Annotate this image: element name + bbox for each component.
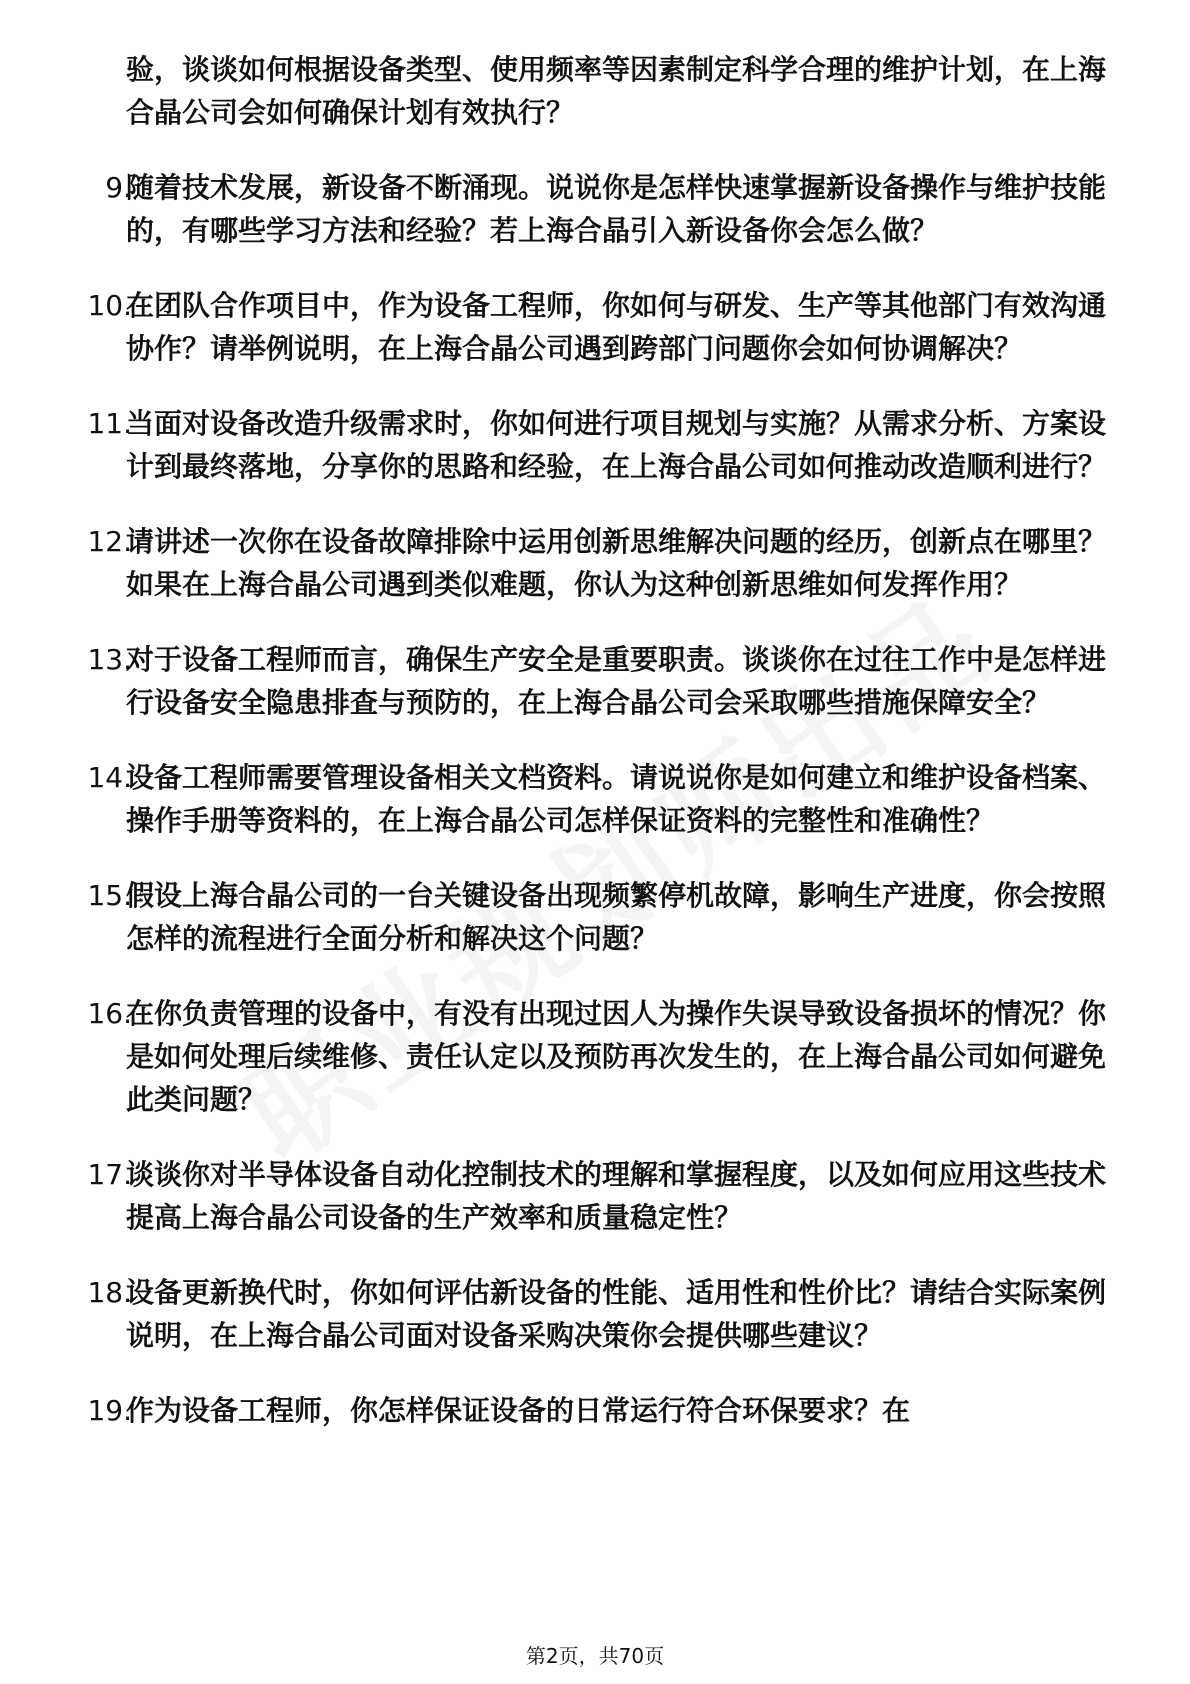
page-footer: 第2页，共70页 <box>525 1644 665 1668</box>
item-text: 在你负责管理的设备中，有没有出现过因人为操作失误导致设备损坏的情况？你是如何处理后续维修、责任认定以及预防再次发生的，在上海合晶公司如何避免此类问题？ <box>126 997 1107 1116</box>
item-number: 10. <box>87 289 132 322</box>
item-text: 随着技术发展，新设备不断涌现。说说你是怎样快速掌握新设备操作与维护技能的，有哪些学习方法和经验？若上海合晶引入新设备你会怎么做？ <box>126 171 1107 247</box>
question-list <box>0 48 1190 1464</box>
item-number: 18. <box>87 1276 132 1309</box>
item-number: 11. <box>87 407 132 440</box>
item-text: 设备更新换代时，你如何评估新设备的性能、适用性和性价比？请结合实际案例说明，在上海合晶公司面对设备采购决策你会提供哪些建议？ <box>126 1276 1107 1352</box>
item-number: 15. <box>87 879 132 912</box>
list-item <box>0 520 1190 606</box>
list-item <box>0 48 1190 134</box>
item-number: 17. <box>87 1158 132 1191</box>
item-number: 12. <box>87 525 132 558</box>
item-text: 对于设备工程师而言，确保生产安全是重要职责。谈谈你在过往工作中是怎样进行设备安全隐患排查与预防的，在上海合晶公司会采取哪些措施保障安全？ <box>126 643 1107 719</box>
item-number: 16. <box>87 997 132 1030</box>
list-item <box>0 402 1190 488</box>
item-number: 13. <box>87 643 132 676</box>
item-text: 设备工程师需要管理设备相关文档资料。请说说你是如何建立和维护设备档案、操作手册等资料的，在上海合晶公司怎样保证资料的完整性和准确性？ <box>126 761 1107 837</box>
item-text: 在团队合作项目中，作为设备工程师，你如何与研发、生产等其他部门有效沟通协作？请举例说明，在上海合晶公司遇到跨部门问题你会如何协调解决？ <box>126 289 1107 365</box>
item-text: 假设上海合晶公司的一台关键设备出现频繁停机故障，影响生产进度，你会按照怎样的流程进行全面分析和解决这个问题？ <box>126 879 1107 955</box>
list-item <box>0 1389 1190 1432</box>
list-item <box>0 874 1190 960</box>
list-item <box>0 992 1190 1121</box>
list-item <box>0 756 1190 842</box>
item-number: 19. <box>87 1394 132 1427</box>
list-item <box>0 1271 1190 1357</box>
list-item <box>0 1153 1190 1239</box>
item-text: 验，谈谈如何根据设备类型、使用频率等因素制定科学合理的维护计划，在上海合晶公司会如何确保计划有效执行？ <box>126 53 1107 129</box>
item-text: 当面对设备改造升级需求时，你如何进行项目规划与实施？从需求分析、方案设计到最终落地，分享你的思路和经验，在上海合晶公司如何推动改造顺利进行？ <box>126 407 1107 483</box>
item-number: 14. <box>87 761 132 794</box>
list-item <box>0 284 1190 370</box>
item-text: 谈谈你对半导体设备自动化控制技术的理解和掌握程度，以及如何应用这些技术提高上海合晶公司设备的生产效率和质量稳定性？ <box>126 1158 1107 1234</box>
item-number: 9. <box>105 171 132 204</box>
item-text: 请讲述一次你在设备故障排除中运用创新思维解决问题的经历，创新点在哪里？如果在上海合晶公司遇到类似难题，你认为这种创新思维如何发挥作用？ <box>126 525 1107 601</box>
list-item <box>0 166 1190 252</box>
item-text: 作为设备工程师，你怎样保证设备的日常运行符合环保要求？在 <box>126 1394 911 1427</box>
list-item <box>0 638 1190 724</box>
